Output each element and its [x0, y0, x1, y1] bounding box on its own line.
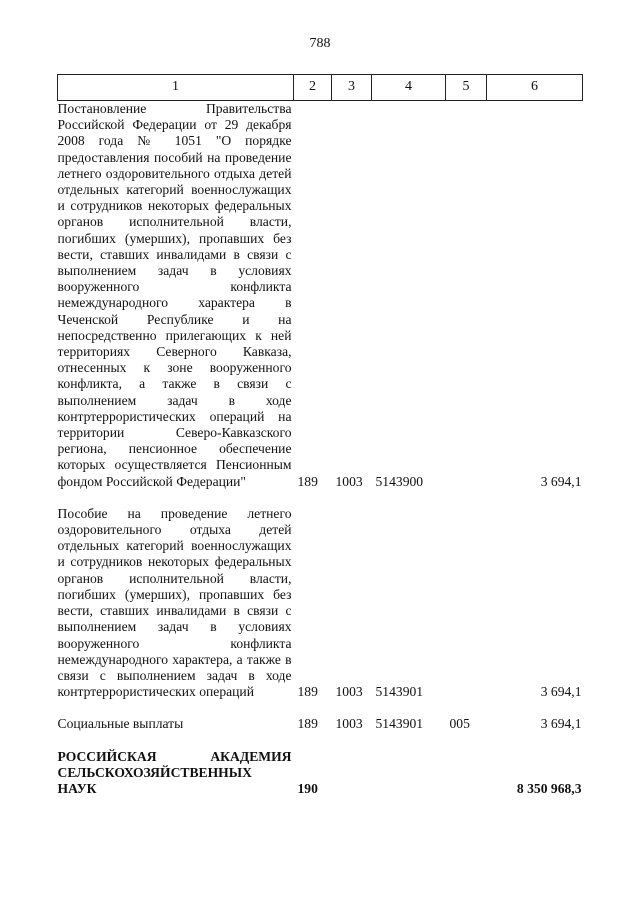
- row-description: Постановление Правительства Российской Федерации от 29 декабря 2008 года № 1051 "О порядке предоставления пособий на проведение летнего оздоровительного отдыха детей отдельных категорий военнослужащих и сотрудников некоторых федеральных органов исполнительной власти, погибших (умерших), пропавших без вести, ставших инвалидами в связи с выполнением задач в условиях вооруженного конфликта немеждународного характера в Чеченской Республике и на непосредственно прилегающих к ней территориях Северного Кавказа, отнесенных к зоне вооруженного конфликта, а также в связи с выполнением задач в ходе контртеррористических операций на территории Северо-Кавказского региона, пенсионное обеспечение которых осуществляется Пенсионным фондом Российской Федерации": [57, 101, 292, 489]
- header-col-4: 4: [372, 75, 446, 101]
- row-ministry-code: 189: [297, 473, 318, 489]
- row-ministry-code: 189: [297, 684, 318, 700]
- row-section-code: [332, 749, 372, 798]
- table-row: [58, 506, 583, 700]
- row-spacer: [58, 733, 583, 749]
- row-section-code: 1003: [335, 473, 363, 489]
- header-row: [58, 75, 583, 101]
- header-col-2: 2: [294, 75, 332, 101]
- row-expense-type: [446, 101, 487, 490]
- row-target-code: 5143901: [375, 684, 424, 700]
- row-amount: 3 694,1: [540, 716, 582, 732]
- row-description: РОССИЙСКАЯ АКАДЕМИЯ СЕЛЬСКОХОЗЯЙСТВЕННЫХ НАУК: [57, 748, 292, 796]
- row-section-code: 1003: [335, 716, 363, 732]
- header-col-3: 3: [332, 75, 372, 101]
- header-col-6: 6: [487, 75, 583, 101]
- row-target-code: 5143901: [375, 716, 424, 732]
- row-amount: 8 350 968,3: [516, 780, 582, 796]
- table-header: [58, 75, 583, 101]
- row-section-code: 1003: [335, 684, 363, 700]
- row-target-code: 5143900: [375, 473, 424, 489]
- header-col-5: 5: [446, 75, 487, 101]
- table-row: [58, 749, 583, 798]
- row-expense-type: [446, 749, 487, 798]
- table-row: [58, 716, 583, 732]
- budget-table: [57, 74, 583, 797]
- row-expense-type: [446, 506, 487, 700]
- row-ministry-code: 190: [297, 780, 318, 796]
- row-amount: 3 694,1: [540, 473, 582, 489]
- row-spacer: [58, 490, 583, 506]
- table-body: [58, 101, 583, 798]
- header-col-1: 1: [58, 75, 294, 101]
- row-description: Пособие на проведение летнего оздоровительного отдыха детей отдельных категорий военнослужащих и сотрудников некоторых федеральных органов исполнительной власти, погибших (умерших), пропавших без вести, ставших инвалидами в связи с выполнением задач в условиях вооруженного конфликта немеждународного характера, а также в связи с выполнением задач в ходе контртеррористических операций: [57, 505, 292, 700]
- page-number: 788: [309, 36, 331, 51]
- row-description: Социальные выплаты: [57, 716, 184, 732]
- table-row: [58, 101, 583, 490]
- row-target-code: [372, 749, 446, 798]
- row-spacer: [58, 700, 583, 716]
- row-ministry-code: 189: [297, 716, 318, 732]
- row-expense-type: 005: [449, 716, 470, 732]
- row-amount: 3 694,1: [540, 684, 582, 700]
